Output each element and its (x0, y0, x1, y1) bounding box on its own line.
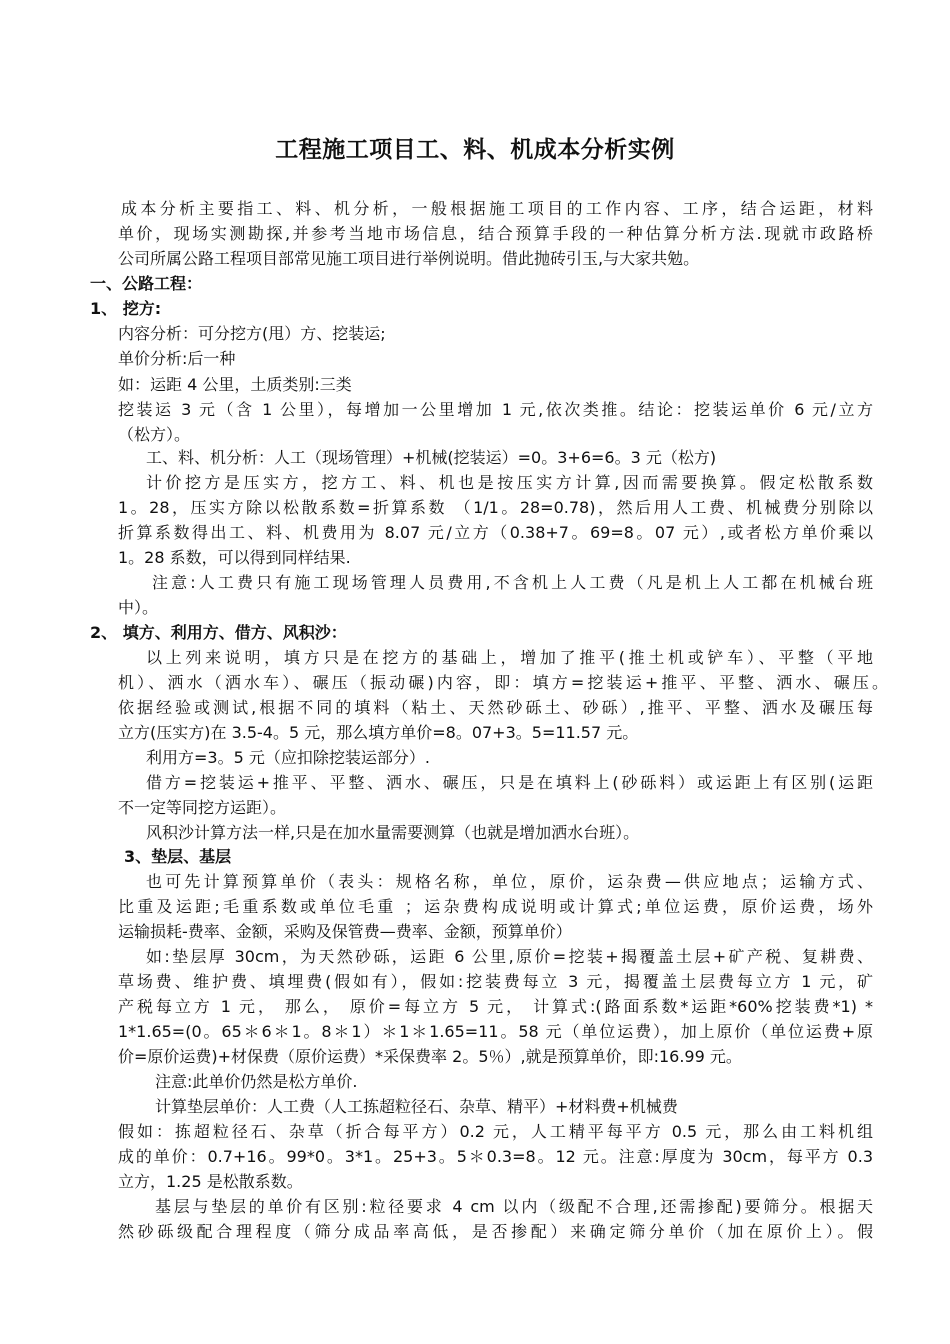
paragraph-line: 工、料、机分析：人工（现场管理）+机械(挖装运）=0。3+6=6。3 元（松方) (146, 448, 717, 467)
paragraph-line: 借方=挖装运+推平、平整、洒水、碾压，只是在填料上(砂砾料）或运距上有区别(运距 (146, 773, 873, 792)
paragraph-line: 内容分析：可分挖方(甩）方、挖装运; (118, 324, 386, 343)
subsection-heading: 1、 挖方: (90, 299, 162, 318)
paragraph-line: 计价挖方是压实方，挖方工、料、机也是按压实方计算,因而需要换算。假定松散系数 (146, 473, 873, 492)
paragraph-line: 然砂砾级配合理程度（筛分成品率高低，是否掺配）来确定筛分单价（加在原价上）。假 (118, 1222, 873, 1241)
paragraph-line: 价=原价运费)+材保费（原价运费）*采保费率 2。5％）,就是预算单价，即:16.99 元。 (118, 1047, 742, 1066)
paragraph-line: 计算垫层单价：人工费（人工拣超粒径石、杂草、精平）+材料费+机械费 (155, 1097, 678, 1116)
paragraph-line: 草场费、维护费、填埋费(假如有），假如:挖装费每立 3 元，揭覆盖土层费每立方 1 元，矿 (118, 972, 873, 991)
paragraph-line: 比重及运距;毛重系数或单位毛重 ；运杂费构成说明或计算式;单位运费，原价运费，场外 (118, 897, 873, 916)
subsection-heading: 3、垫层、基层 (124, 847, 232, 866)
paragraph-line: 立方(压实方)在 3.5-4。5 元，那么填方单价=8。07+3。5=11.57 元。 (118, 723, 639, 742)
paragraph-line: 单价分析:后一种 (118, 349, 236, 368)
paragraph-line: 假如：拣超粒径石、杂草（折合每平方）0.2 元，人工精平每平方 0.5 元，那么由工料机组 (118, 1122, 873, 1141)
paragraph-line: 基层与垫层的单价有区别:粒径要求 4 cm 以内（级配不合理,还需掺配)要筛分。根据天 (155, 1197, 873, 1216)
paragraph-line: 运输损耗-费率、金额，采购及保管费—费率、金额，预算单价） (118, 922, 572, 941)
paragraph-line: 也可先计算预算单价（表头：规格名称，单位，原价，运杂费—供应地点；运输方式、 (146, 872, 873, 891)
paragraph-line: 如：运距 4 公里，土质类别:三类 (118, 375, 352, 394)
document-title: 工程施工项目工、料、机成本分析实例 (275, 136, 675, 163)
paragraph-line: 1。28 系数，可以得到同样结果. (118, 548, 351, 567)
paragraph-line: 成本分析主要指工、料、机分析，一般根据施工项目的工作内容、工序，结合运距，材料 (121, 199, 873, 218)
subsection-heading: 2、 填方、利用方、借方、风积沙： (90, 623, 347, 642)
paragraph-line: 公司所属公路工程项目部常见施工项目进行举例说明。借此抛砖引玉,与大家共勉。 (118, 249, 700, 268)
paragraph-line: 中）。 (118, 598, 159, 617)
paragraph-line: 如:垫层厚 30cm，为天然砂砾，运距 6 公里,原价=挖装+揭覆盖土层+矿产税、复耕费、 (146, 947, 873, 966)
paragraph-line: 立方，1.25 是松散系数。 (118, 1172, 303, 1191)
paragraph-line: 注意:人工费只有施工现场管理人员费用,不含机上人工费（凡是机上人工都在机械台班 (152, 573, 873, 592)
paragraph-line: 利用方=3。5 元（应扣除挖装运部分）. (146, 748, 430, 767)
paragraph-line: 挖装运 3 元（含 1 公里），每增加一公里增加 1 元,依次类推。结论：挖装运单价 6 元/立方 (118, 400, 873, 419)
section-heading: 一、公路工程： (90, 274, 203, 293)
paragraph-line: 注意:此单价仍然是松方单价. (155, 1072, 358, 1091)
paragraph-line: 单价，现场实测勘探,并参考当地市场信息，结合预算手段的一种估算分析方法.现就市政路桥 (118, 224, 873, 243)
paragraph-line: 依据经验或测试,根据不同的填料（粘土、天然砂砾土、砂砾）,推平、平整、洒水及碾压每 (118, 698, 873, 717)
paragraph-line: 以上列来说明，填方只是在挖方的基础上，增加了推平(推土机或铲车）、平整（平地 (146, 648, 873, 667)
paragraph-line: 1*1.65=(0。65＊6＊1。8＊1）＊1＊1.65=11。58 元（单位运费），加上原价（单位运费+原 (118, 1022, 873, 1041)
paragraph-line: 成的单价：0.7+16。99*0。3*1。25+3。5＊0.3=8。12 元。注意:厚度为 30cm，每平方 0.3 (118, 1147, 873, 1166)
paragraph-line: 不一定等同挖方运距）。 (118, 798, 287, 817)
paragraph-line: 折算系数得出工、料、机费用为 8.07 元/立方（0.38+7。69=8。07 元）,或者松方单价乘以 (118, 523, 873, 542)
paragraph-line: （松方）。 (118, 425, 191, 444)
paragraph-line: 风积沙计算方法一样,只是在加水量需要测算（也就是增加洒水台班）。 (146, 823, 640, 842)
paragraph-line: 机）、洒水（洒水车）、碾压（振动碾)内容，即：填方=挖装运+推平、平整、洒水、碾压。 (118, 673, 888, 692)
paragraph-line: 产税每立方 1 元， 那么， 原价=每立方 5 元， 计算式:(路面系数*运距*60%挖装费*1) * (118, 997, 873, 1016)
paragraph-line: 1。28，压实方除以松散系数=折算系数 （1/1。28=0.78)，然后用人工费、机械费分别除以 (118, 498, 873, 517)
